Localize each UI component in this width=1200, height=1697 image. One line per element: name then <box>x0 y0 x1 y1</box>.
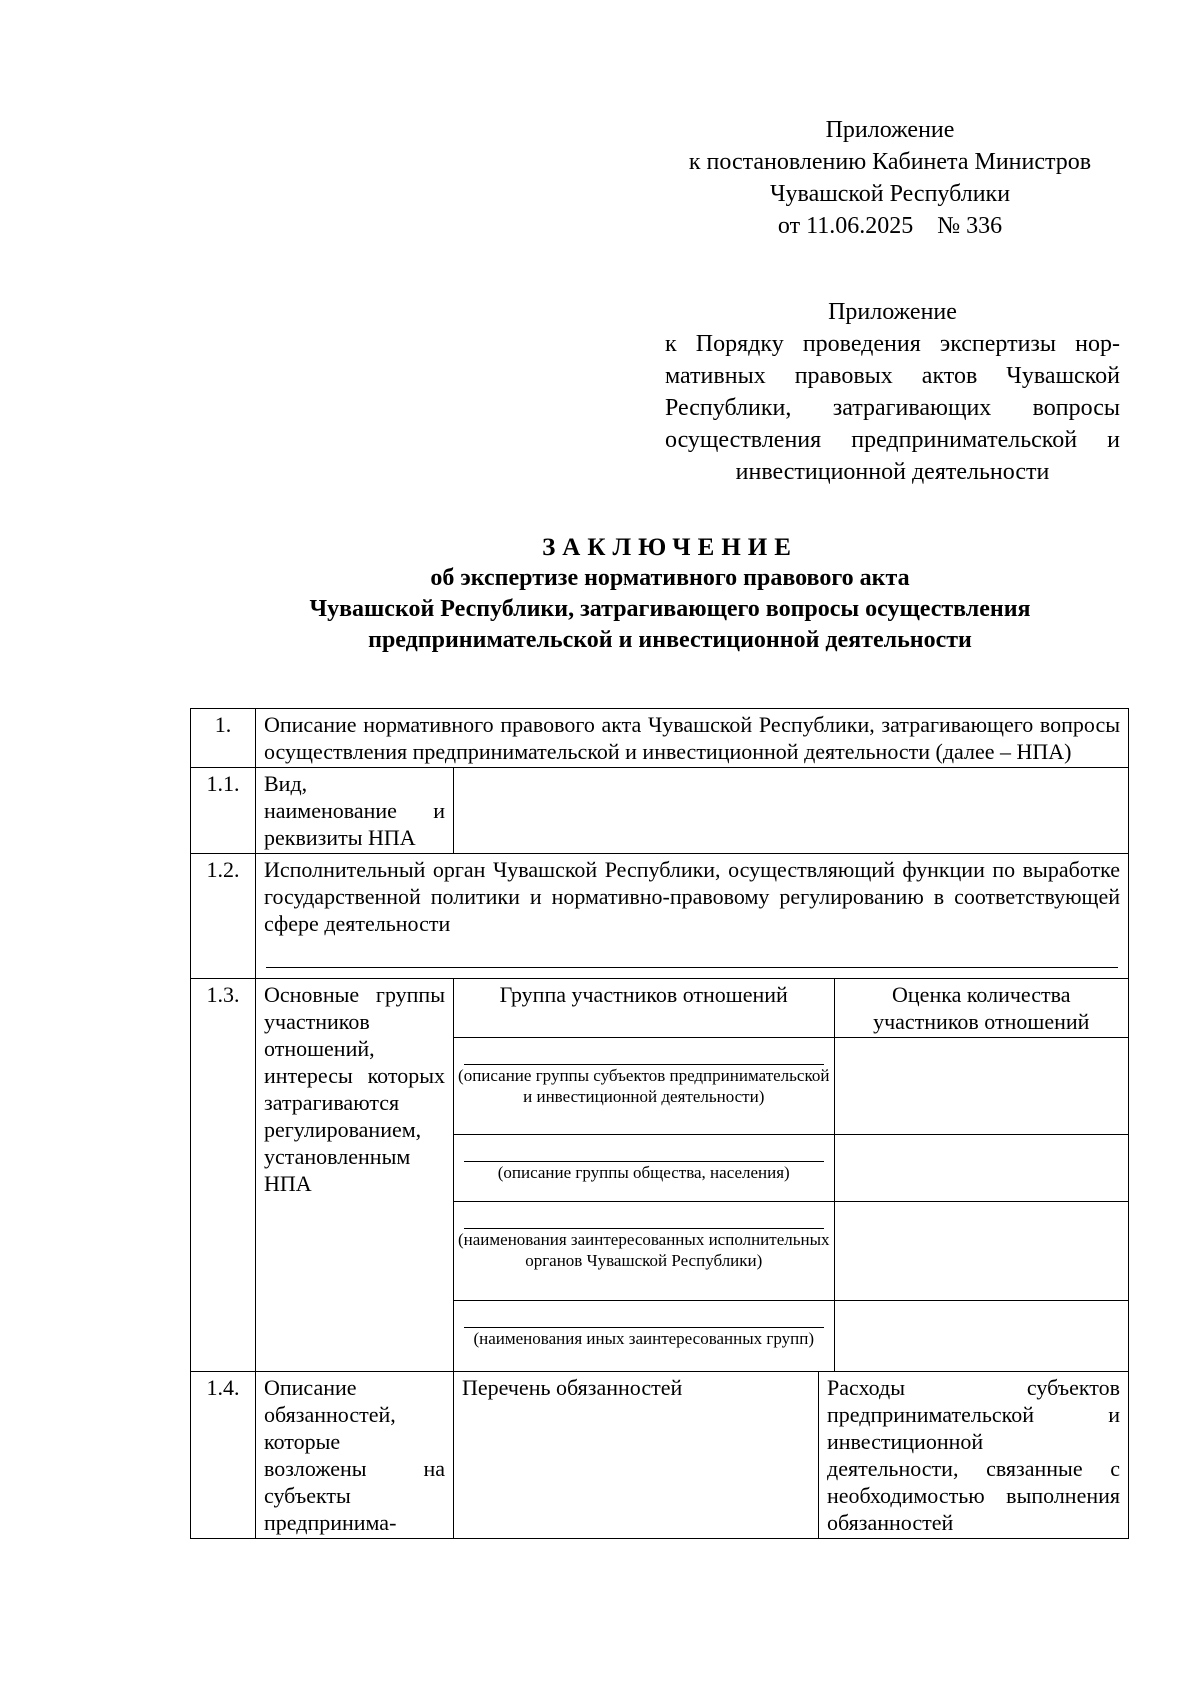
row-number: 1.2. <box>191 854 256 979</box>
table-row <box>191 1372 1129 1539</box>
group-column-header: Группа участников отношений <box>454 979 834 1038</box>
table-row <box>191 709 1129 768</box>
group-entry-society <box>454 1135 834 1202</box>
appendix-line: осуществления предпринимательской и <box>665 427 1120 453</box>
npa-description-heading: Описание нормативного правового акта Чувашской Республики, затрагивающего вопросы осуществления предпринимательской и инвестиционной деятельности (далее – НПА) <box>256 709 1129 768</box>
appendix-line: инвестиционной деятельности <box>735 459 1050 485</box>
estimate-column-header: Оценка количества участников отношений <box>834 979 1128 1038</box>
estimate-cell[interactable] <box>834 1202 1128 1301</box>
row-number: 1.4. <box>191 1372 256 1539</box>
appendix-line: к Порядку проведения экспертизы нор- <box>665 331 1120 357</box>
row-number: 1.3. <box>191 979 256 1372</box>
group-hint: (описание группы субъектов предпринимательской и инвестиционной деятельности) <box>458 1066 830 1106</box>
duties-label: Описание обязанностей, которые возложены на субъекты предпринима- <box>256 1372 454 1539</box>
title-line: предпринимательской и инвестиционной деятельности <box>368 627 972 653</box>
appendix-line: к постановлению Кабинета Министров <box>688 149 1092 175</box>
group-entry-executive-bodies <box>454 1202 834 1301</box>
appendix-heading: Приложение <box>825 117 955 143</box>
appendix-line: мативных правовых актов Чувашской <box>665 363 1120 389</box>
participant-groups-label: Основные группы участников отношений, интересы которых затрагиваются регулированием, установленным НПА <box>256 979 454 1372</box>
npa-type-label: Вид, наименование и реквизиты НПА <box>256 768 454 854</box>
resolution-date-number: от 11.06.2025 № 336 <box>777 213 1003 239</box>
estimate-cell[interactable] <box>834 1038 1128 1135</box>
title-line: об экспертизе нормативного правового акта <box>430 565 910 591</box>
executive-body-label: Исполнительный орган Чувашской Республики, осуществляющий функции по выработке государственной политики и нормативно-правовому регулированию в соответствующей сфере деятельности <box>264 857 1121 936</box>
conclusion-form-table <box>190 708 1129 1539</box>
costs-column-header: Расходы субъектов предпринимательской и инвестиционной деятельности, связанные с необходимостью выполнения обязанностей <box>819 1372 1129 1539</box>
title-line: Чувашской Республики, затрагивающего вопросы осуществления <box>309 596 1031 622</box>
appendix-cabinet-resolution <box>660 114 1120 242</box>
estimate-cell[interactable] <box>834 1301 1128 1372</box>
table-row <box>191 854 1129 979</box>
document-title <box>190 532 1150 656</box>
executive-body-input-line[interactable] <box>266 967 1118 968</box>
appendix-line: Чувашской Республики <box>769 181 1011 207</box>
group-hint: (наименования иных заинтересованных групп) <box>473 1329 815 1348</box>
row-number: 1.1. <box>191 768 256 854</box>
appendix-heading: Приложение <box>828 299 957 325</box>
appendix-line: Республики, затрагивающих вопросы <box>665 395 1120 421</box>
duties-column-header: Перечень обязанностей <box>454 1372 819 1539</box>
row-number: 1. <box>191 709 256 768</box>
title-main: ЗАКЛЮЧЕНИЕ <box>542 534 798 561</box>
group-entry-other <box>454 1301 834 1372</box>
npa-type-value[interactable] <box>454 768 1129 854</box>
appendix-procedure <box>665 296 1120 488</box>
executive-body-cell <box>256 854 1129 979</box>
group-hint: (описание группы общества, населения) <box>497 1163 790 1182</box>
participant-groups-table <box>454 979 1128 1371</box>
group-entry-business <box>454 1038 834 1135</box>
participant-groups-grid <box>454 979 1129 1372</box>
group-hint: (наименования заинтересованных исполнительных органов Чувашской Республики) <box>458 1230 830 1270</box>
table-row <box>191 768 1129 854</box>
table-row <box>191 979 1129 1372</box>
estimate-cell[interactable] <box>834 1135 1128 1202</box>
